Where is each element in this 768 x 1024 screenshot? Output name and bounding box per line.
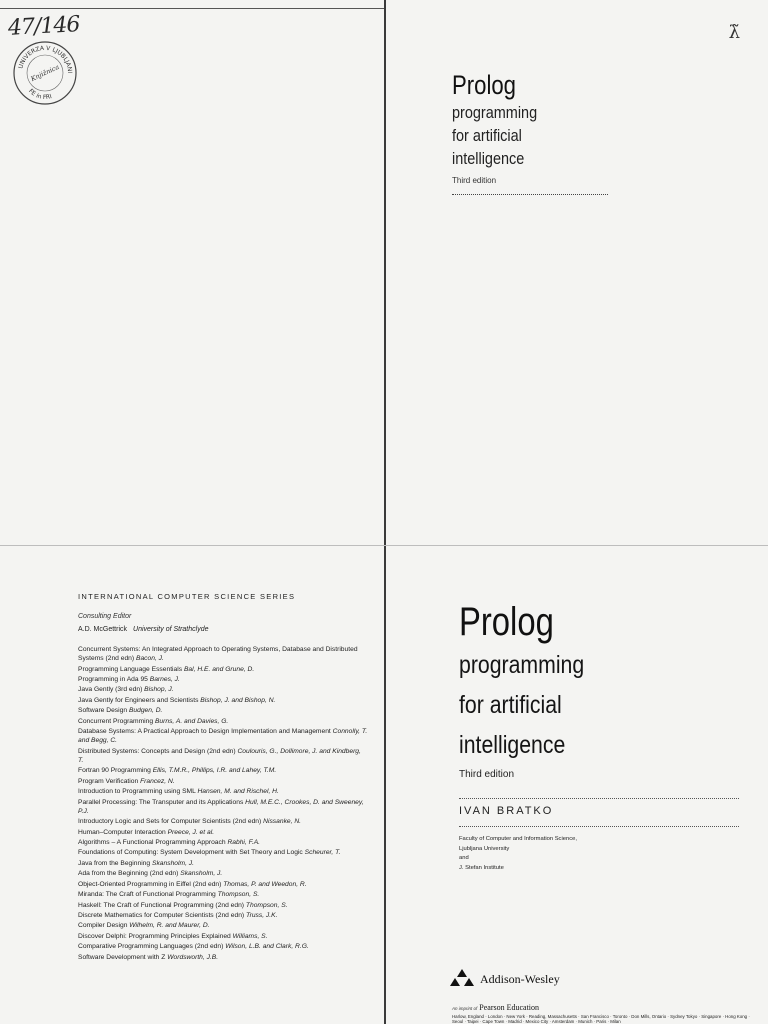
book-author: Burns, A. and Davies, G.	[154, 717, 229, 725]
book-author: Skansholm, J.	[180, 870, 223, 878]
book-title: Discover Delphi: Programming Principles Explained	[78, 932, 233, 940]
publisher-name: Addison-Wesley	[480, 972, 560, 986]
book-author: Bacon, J.	[135, 655, 164, 663]
author-affiliation	[459, 835, 577, 873]
scan-edge-line	[0, 8, 384, 9]
book-title: Concurrent Systems: An Integrated Approach to Operating Systems, Database and Distributed Systems (2nd edn)	[78, 646, 358, 663]
series-book-entry	[78, 675, 368, 684]
page-title	[384, 545, 768, 1024]
book-title: Haskell: The Craft of Functional Programming (2nd edn)	[78, 901, 246, 909]
title-subtitle-line: programming	[459, 651, 585, 679]
book-title: Parallel Processing: The Transputer and its Applications	[78, 798, 246, 806]
book-title: Algorithms – A Functional Programming Approach	[78, 838, 228, 846]
book-author: Hansen, M. and Rischel, H.	[197, 788, 279, 796]
book-author: Bishop, J. and Bishop, N.	[200, 696, 276, 704]
book-author: Wilson, L.B. and Clark, R.G.	[225, 943, 309, 951]
svg-text:Knjižnica: Knjižnica	[29, 62, 61, 84]
book-title: Java from the Beginning	[78, 859, 152, 867]
book-author: Preece, J. et al.	[167, 828, 215, 836]
series-book-entry	[78, 848, 368, 857]
editor-name: A.D. McGettrick	[78, 626, 128, 633]
book-title: Database Systems: A Practical Approach to Design Implementation and Management	[78, 728, 333, 736]
book-author: Bishop, J.	[144, 686, 174, 694]
title-subtitle-line: intelligence	[459, 731, 566, 759]
half-title-subtitle-line: intelligence	[452, 149, 525, 168]
series-book-entry	[78, 890, 368, 899]
series-book-entry	[78, 932, 368, 941]
imprint-prefix: An imprint of	[452, 1006, 478, 1011]
book-author: Truss, J.K.	[246, 912, 278, 919]
book-author: Skansholm, J.	[151, 859, 194, 867]
half-title-edition: Third edition	[452, 176, 497, 185]
series-book-entry	[78, 942, 368, 951]
handwritten-catalog-number: 47/146	[7, 12, 81, 41]
series-book-entry	[78, 911, 368, 920]
book-author: Hull, M.E.C., Crookes, D. and Sweeney, P.J.	[78, 798, 364, 815]
book-title: Introduction to Programming using SML	[78, 788, 198, 796]
series-book-entry	[78, 787, 368, 796]
affiliation-line: Faculty of Computer and Information Science,	[459, 836, 577, 842]
book-author: Wordsworth, J.B.	[167, 953, 219, 961]
book-author: Thompson, S.	[245, 901, 288, 909]
library-stamp-icon	[12, 40, 78, 106]
book-title: Ada from the Beginning (2nd edn)	[78, 870, 181, 878]
book-title: Discrete Mathematics for Computer Scientists (2nd edn)	[78, 912, 246, 919]
book-author: Barnes, J.	[149, 675, 180, 683]
book-title: Human–Computer Interaction	[78, 828, 168, 836]
book-title: Software Design	[78, 707, 129, 715]
book-author: Budgen, D.	[128, 707, 163, 715]
book-title: Fortran 90 Programming	[78, 767, 153, 775]
svg-text:FE in FRI: FE in FRI	[27, 87, 53, 102]
book-author: Ellis, T.M.R., Phillips, I.R. and Lahey, T.M.	[152, 767, 277, 775]
book-title: Java Gently (3rd edn)	[78, 686, 145, 694]
affiliation-line: and	[459, 855, 469, 862]
book-title: Programming Language Essentials	[78, 665, 184, 673]
imprint-line	[452, 1003, 539, 1012]
title-edition: Third edition	[459, 769, 515, 780]
series-book-entry	[78, 838, 368, 847]
half-title-subtitle-line: programming	[452, 103, 538, 122]
series-book-entry	[78, 696, 368, 705]
book-title: Java Gently for Engineers and Scientists	[78, 696, 201, 704]
series-book-entry	[78, 645, 368, 663]
series-book-entry	[78, 777, 368, 786]
series-book-entry	[78, 859, 368, 868]
book-author: Connolly, T. and Begg, C.	[78, 728, 368, 745]
series-book-entry	[78, 921, 368, 930]
book-title: Software Development with Z	[78, 953, 168, 961]
series-book-entry	[78, 727, 368, 745]
series-book-entry	[78, 901, 368, 910]
author-name: IVAN BRATKO	[459, 805, 554, 817]
title-subtitle-line: for artificial	[459, 691, 562, 719]
book-author: Bal, H.E. and Grune, D.	[183, 665, 255, 673]
book-title: Program Verification	[78, 777, 141, 785]
series-book-entry	[78, 869, 368, 878]
publisher-cities: Harlow, England · London · New York · Reading, Massachusetts · San Francisco · Toronto · Don Mills, Ontario · Sydney Tokyo · Singapore · Hong Kong · Seoul · Taipei · Cape Town · Madrid · Mexico City · Amsterdam · Munich · Paris · Milan	[452, 1014, 750, 1024]
series-book-entry	[78, 766, 368, 775]
book-title: Concurrent Programming	[78, 717, 155, 725]
book-title: Compiler Design	[78, 922, 130, 930]
dotted-rule	[459, 826, 739, 827]
page-half-title	[384, 0, 768, 545]
book-title: Comparative Programming Languages (2nd edn)	[78, 943, 226, 951]
book-author: Scheurer, T.	[304, 849, 341, 857]
book-title: Miranda: The Craft of Functional Programming	[78, 891, 218, 899]
publisher-logo-icon	[450, 968, 474, 988]
scan-seam	[0, 545, 768, 546]
affiliation-line: J. Stefan Institute	[459, 864, 504, 871]
series-book-entry	[78, 880, 368, 889]
series-book-entry	[78, 747, 368, 765]
imprint-name: Pearson Education	[479, 1003, 540, 1012]
series-book-entry	[78, 685, 368, 694]
series-book-entry	[78, 665, 368, 674]
series-name: INTERNATIONAL COMPUTER SCIENCE SERIES	[78, 592, 296, 601]
book-author: Williams, S.	[232, 932, 268, 940]
book-author: Nissanke, N.	[263, 818, 302, 826]
series-book-entry	[78, 828, 368, 837]
half-title-subtitle-line: for artificial	[452, 126, 522, 145]
book-author: Wilhelm, R. and Maurer, D.	[129, 922, 210, 930]
book-title: Introductory Logic and Sets for Computer Scientists (2nd edn)	[78, 818, 264, 826]
svg-text:UNIVERZA V LJUBLJANI: UNIVERZA V LJUBLJANI	[17, 44, 74, 74]
series-book-entry	[78, 817, 368, 826]
book-title: Distributed Systems: Concepts and Design (2nd edn)	[78, 747, 238, 755]
corner-pencil-mark: λ̃	[728, 22, 740, 43]
book-author: Francez, N.	[140, 777, 175, 785]
title-heading: Prolog	[459, 600, 554, 644]
consulting-editor-label: Consulting Editor	[78, 613, 132, 620]
series-book-entry	[78, 798, 368, 816]
book-author: Coulouris, G., Dollimore, J. and Kindberg, T.	[78, 747, 361, 764]
book-author: Thompson, S.	[217, 891, 260, 899]
series-book-entry	[78, 706, 368, 715]
dotted-rule	[459, 798, 739, 799]
book-title: Object-Oriented Programming in Eiffel (2nd edn)	[78, 880, 224, 888]
dotted-rule	[452, 194, 608, 195]
book-title: Foundations of Computing: System Development with Set Theory and Logic	[78, 849, 305, 857]
page-top-left	[0, 0, 384, 545]
editor-affiliation: University of Strathclyde	[133, 626, 209, 633]
series-book-list	[78, 645, 368, 963]
book-author: Thomas, P. and Weedon, R.	[223, 880, 307, 888]
series-book-entry	[78, 953, 368, 962]
page-gutter	[384, 0, 386, 1024]
book-author: Rabhi, F.A.	[227, 838, 261, 846]
affiliation-line: Ljubljana University	[459, 845, 510, 852]
series-book-entry	[78, 717, 368, 726]
book-title: Programming in Ada 95	[78, 675, 150, 683]
page-series-list	[0, 545, 384, 1024]
consulting-editor	[78, 626, 209, 633]
half-title-heading: Prolog	[452, 70, 516, 100]
